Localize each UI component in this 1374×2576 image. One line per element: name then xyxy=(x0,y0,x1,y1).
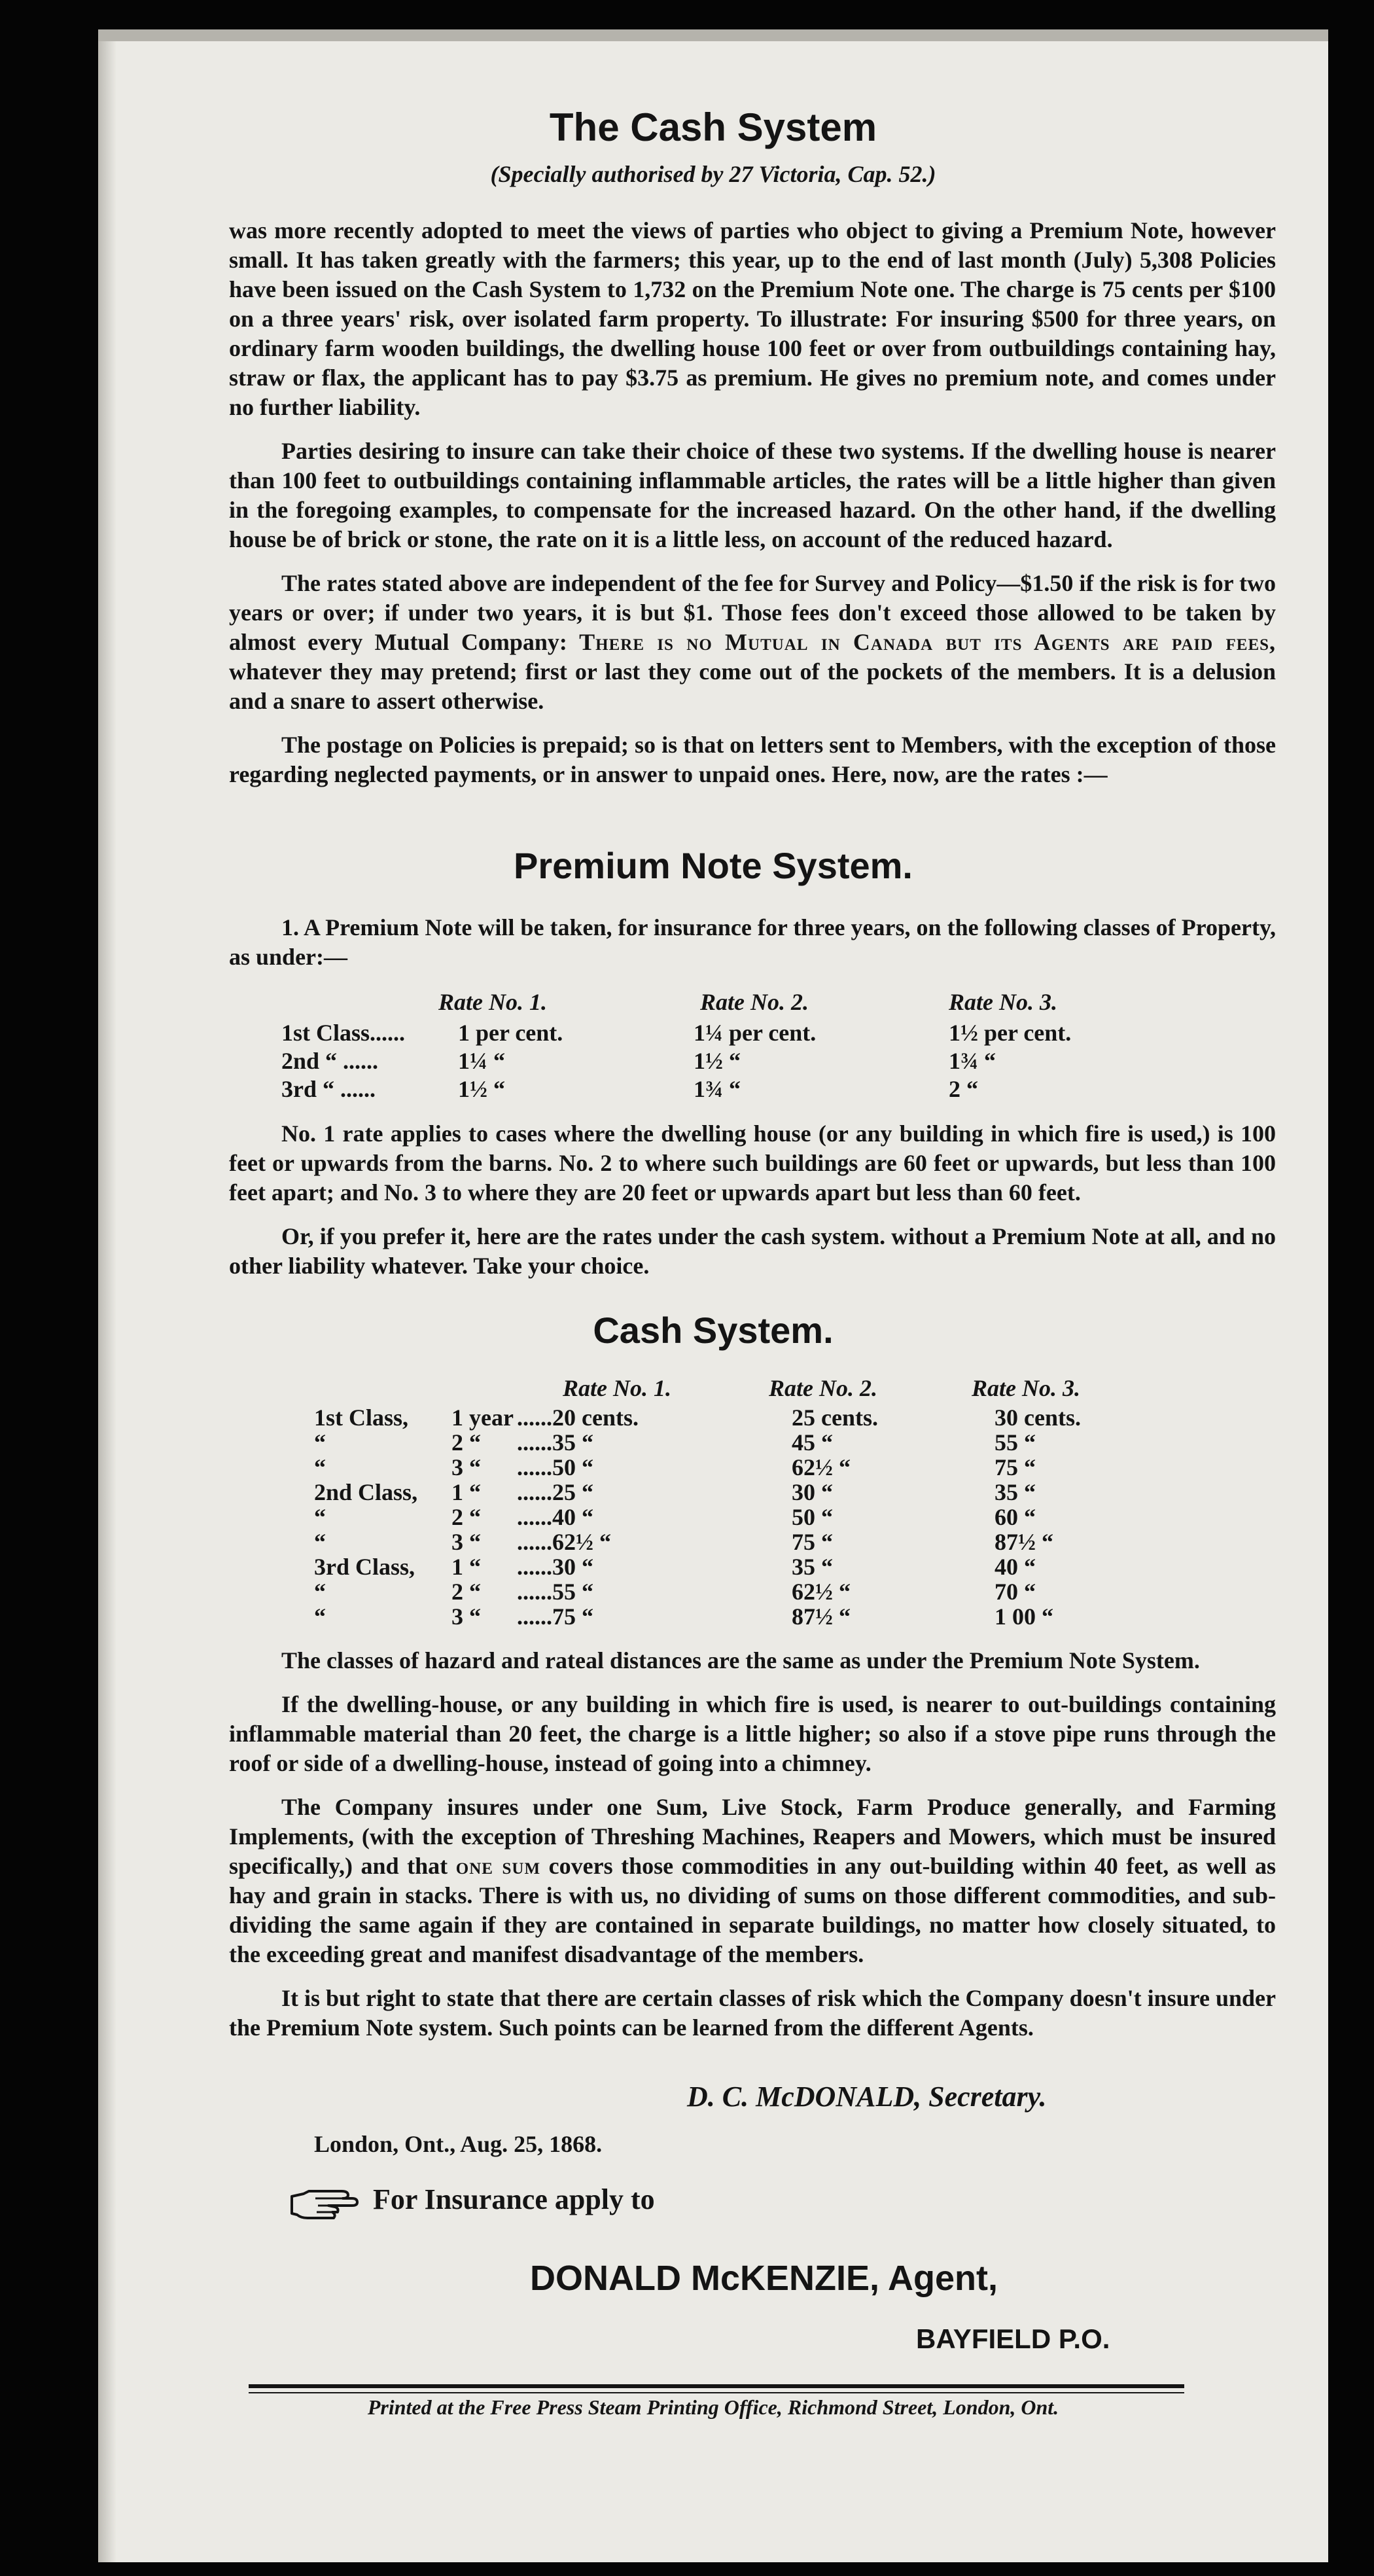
dateline: London, Ont., Aug. 25, 1868. xyxy=(314,2131,603,2157)
cash-row-rate-2: 62½ “ xyxy=(792,1579,851,1605)
cash-row-class: 2nd Class, xyxy=(314,1479,418,1505)
cash-row-rate-1: ......55 “ xyxy=(517,1579,593,1605)
intro-paragraph-2: Parties desiring to insure can take their choice of these two systems. If the dwelling house is nearer than 100 feet to outbuildings containing inflammable articles, the rates will be a little higher than given in the foregoing examples, to compensate for the increased hazard. On the other hand, if the dwelling house be of brick or stone, the rate on it is a little less, on account of the reduced hazard. xyxy=(229,438,1276,552)
hazard-paragraph: The classes of hazard and rateal distances are the same as under the Premium Note System. xyxy=(281,1647,1200,1673)
premium-row-rate: 1½ per cent. xyxy=(949,1020,1072,1046)
cash-row-rate-2: 30 “ xyxy=(792,1479,833,1505)
scan-edge xyxy=(98,29,1328,41)
premium-row-rate: 2 “ xyxy=(949,1076,978,1102)
premium-row-rate: 1¼ “ xyxy=(458,1048,505,1074)
cash-row-rate-1: ......50 “ xyxy=(517,1454,593,1480)
dwelling-paragraph: If the dwelling-house, or any building in which fire is used, is nearer to out-buildings containing inflammable material than 20 feet, the charge is a little higher; so also if a stove pipe runs through the roof or side of a dwelling-house, instead of going into a chimney. xyxy=(229,1691,1276,1776)
fees-paragraph xyxy=(229,569,1276,716)
cash-row-rate-3: 35 “ xyxy=(995,1479,1036,1505)
cash-row-term: 3 “ xyxy=(451,1603,481,1630)
cash-row-rate-3: 75 “ xyxy=(995,1454,1036,1480)
post-office: BAYFIELD P.O. xyxy=(916,2323,1110,2354)
cash-row-term: 2 “ xyxy=(451,1429,481,1456)
premium-row-rate: 1¾ “ xyxy=(694,1076,741,1102)
fees-text-after: whatever they may pretend; first or last they come out of the pockets of the members. It is a delusion and a snare to assert otherwise. xyxy=(229,658,1276,714)
cash-row-term: 1 year xyxy=(451,1404,514,1431)
premium-row-rate: 1¾ “ xyxy=(949,1048,996,1074)
printer-footer: Printed at the Free Press Steam Printing Office, Richmond Street, London, Ont. xyxy=(367,2395,1059,2419)
fees-emphasis: There is no Mutual in Canada but its Agents are paid fees, xyxy=(579,629,1277,655)
premium-row-rate: 1¼ per cent. xyxy=(694,1020,817,1046)
apply-text: For Insurance apply to xyxy=(373,2183,655,2215)
intro-paragraph-1: was more recently adopted to meet the views of parties who object to giving a Premium Note, however small. It has taken greatly with the farmers; this year, up to the end of last month (July) 5,308 Policies have been issued on the Cash System to 1,732 on the Premium Note one. The charge is 75 cents per $100 on a three years' risk, over isolated farm property. To illustrate: For insuring $500 for three years, on ordinary farm wooden buildings, the dwelling house 100 feet or over from outbuildings containing hay, straw or flax, the applicant has to pay $3.75 as premium. He gives no premium note, and comes under no further liability. xyxy=(229,217,1276,420)
premium-row-rate: 1½ “ xyxy=(694,1048,741,1074)
cash-row-rate-1: ......35 “ xyxy=(517,1429,593,1456)
sum-text-before: The Company insures under one Sum, Live Stock, Farm Produce generally, and Farming Implements, (with the exception of Threshing Machines, Reapers and Mowers, which must be insured specifically,) and that xyxy=(229,1794,1276,1879)
footer-rule xyxy=(249,2384,1184,2388)
closing-block xyxy=(229,1646,1276,2043)
premium-row-rate: 1 per cent. xyxy=(458,1020,563,1046)
premium-note-heading: Premium Note System. xyxy=(514,845,913,886)
sum-emphasis: one sum xyxy=(455,1853,541,1879)
cash-row-rate-2: 25 cents. xyxy=(792,1404,878,1431)
cash-row-rate-3: 70 “ xyxy=(995,1579,1036,1605)
cash-row-class: “ xyxy=(314,1429,326,1456)
cash-row-rate-3: 87½ “ xyxy=(995,1529,1053,1555)
premium-explanation-block xyxy=(229,1119,1276,1281)
cash-row-class: “ xyxy=(314,1603,326,1630)
premium-transition: Or, if you prefer it, here are the rates under the cash system. without a Premium Note at all, and no other liability whatever. Take your choice. xyxy=(229,1223,1276,1279)
cash-rate-header-3: Rate No. 3. xyxy=(972,1375,1080,1401)
premium-row-label: 3rd “ ...... xyxy=(281,1076,376,1102)
sum-paragraph xyxy=(229,1793,1276,1969)
cash-row-rate-1: ......75 “ xyxy=(517,1603,593,1630)
cash-row-class: 3rd Class, xyxy=(314,1554,415,1580)
cash-row-rate-1: ......40 “ xyxy=(517,1504,593,1530)
cash-row-rate-2: 75 “ xyxy=(792,1529,833,1555)
document-page xyxy=(98,29,1328,2562)
page-title: The Cash System xyxy=(549,105,877,149)
cash-row-rate-3: 30 cents. xyxy=(995,1404,1081,1431)
premium-note-intro: 1. A Premium Note will be taken, for insurance for three years, on the following classes of Property, as under:— xyxy=(229,914,1276,970)
cash-row-class: “ xyxy=(314,1454,326,1480)
premium-row-label: 1st Class...... xyxy=(281,1020,406,1046)
cash-row-rate-2: 35 “ xyxy=(792,1554,833,1580)
cash-row-term: 2 “ xyxy=(451,1579,481,1605)
fees-text-before: The rates stated above are independent of the fee for Survey and Policy—$1.50 if the risk is for two years or over; if under two years, it is but $1. Those fees don't exceed those allowed to be taken by almost every Mutual Company: xyxy=(229,570,1276,655)
postage-paragraph: The postage on Policies is prepaid; so is that on letters sent to Members, with the exception of those regarding neglected payments, or in answer to unpaid ones. Here, now, are the rates :— xyxy=(229,732,1276,787)
premium-rate-header-1: Rate No. 1. xyxy=(438,989,547,1015)
cash-row-rate-1: ......25 “ xyxy=(517,1479,593,1505)
cash-row-term: 1 “ xyxy=(451,1554,481,1580)
cash-row-rate-3: 60 “ xyxy=(995,1504,1036,1530)
cash-row-class: 1st Class, xyxy=(314,1404,409,1431)
cash-row-term: 2 “ xyxy=(451,1504,481,1530)
pointing-hand-icon xyxy=(289,2187,361,2223)
cash-row-rate-2: 50 “ xyxy=(792,1504,833,1530)
cash-row-rate-2: 62½ “ xyxy=(792,1454,851,1480)
cash-row-rate-1: ......30 “ xyxy=(517,1554,593,1580)
cash-row-rate-2: 87½ “ xyxy=(792,1603,851,1630)
premium-row-rate: 1½ “ xyxy=(458,1076,505,1102)
secretary-signature: D. C. McDONALD, Secretary. xyxy=(687,2081,1047,2113)
cash-row-term: 1 “ xyxy=(451,1479,481,1505)
footer-rule-thin xyxy=(249,2392,1184,2393)
premium-rate-header-3: Rate No. 3. xyxy=(949,989,1057,1015)
cash-rate-header-1: Rate No. 1. xyxy=(563,1375,671,1401)
cash-row-term: 3 “ xyxy=(451,1529,481,1555)
premium-rate-header-2: Rate No. 2. xyxy=(700,989,809,1015)
page-subtitle: (Specially authorised by 27 Victoria, Cap. 52.) xyxy=(490,161,936,187)
cash-row-rate-3: 40 “ xyxy=(995,1554,1036,1580)
premium-explanation: No. 1 rate applies to cases where the dwelling house (or any building in which fire is used,) is 100 feet or upwards from the barns. No. 2 to where such buildings are 60 feet or upwards, but less than 100 feet apart; and No. 3 to where they are 20 feet or upwards apart but less than 60 feet. xyxy=(229,1120,1276,1206)
cash-rate-header-2: Rate No. 2. xyxy=(769,1375,877,1401)
cash-row-rate-3: 1 00 “ xyxy=(995,1603,1053,1630)
cash-row-rate-2: 45 “ xyxy=(792,1429,833,1456)
cash-system-heading: Cash System. xyxy=(593,1310,834,1351)
cash-row-rate-1: ......20 cents. xyxy=(517,1404,639,1431)
cash-row-class: “ xyxy=(314,1579,326,1605)
cash-row-class: “ xyxy=(314,1504,326,1530)
sum-text-after: covers those commodities in any out-building within 40 feet, as well as hay and grain in stacks. There is with us, no dividing of sums on those different commodities, and sub-dividing the same again if they are contained in separate buildings, no matter how closely situated, to the exceeding great and manifest disadvantage of the members. xyxy=(229,1853,1276,1967)
cash-row-term: 3 “ xyxy=(451,1454,481,1480)
risk-paragraph: It is but right to state that there are certain classes of risk which the Company doesn't insure under the Premium Note system. Such points can be learned from the different Agents. xyxy=(229,1985,1276,2041)
premium-row-label: 2nd “ ...... xyxy=(281,1048,379,1074)
cash-system-intro xyxy=(229,216,1276,789)
agent-name: DONALD McKENZIE, Agent, xyxy=(530,2259,998,2298)
cash-row-rate-3: 55 “ xyxy=(995,1429,1036,1456)
cash-row-rate-1: ......62½ “ xyxy=(517,1529,611,1555)
cash-row-class: “ xyxy=(314,1529,326,1555)
